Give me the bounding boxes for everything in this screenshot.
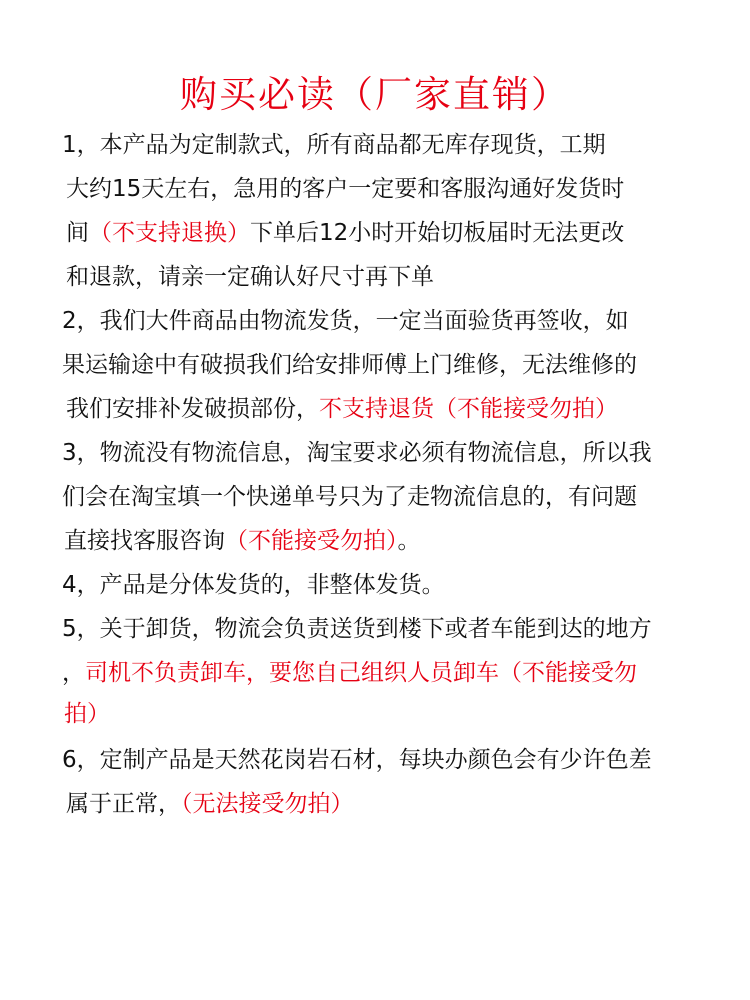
line-text: 大约15天左右，急用的客户一定要和客服沟通好发货时 xyxy=(66,176,625,202)
line-text: 下单后12小时开始切板届时无法更改 xyxy=(250,220,625,246)
line-text: 4，产品是分体发货的，非整体发货。 xyxy=(62,572,445,598)
line-text: 。 xyxy=(397,528,421,554)
notice-line xyxy=(66,387,750,431)
notice-line xyxy=(62,123,750,167)
line-text: 5，关于卸货，物流会负责送货到楼下或者车能到达的地方 xyxy=(62,616,652,642)
line-text: 6，定制产品是天然花岗岩石材，每块办颜色会有少许色差 xyxy=(62,747,652,773)
notice-line xyxy=(62,475,750,519)
line-text: 属于正常， xyxy=(66,791,181,817)
notice-line xyxy=(62,651,750,695)
warning-text: 司机不负责卸车，要您自己组织人员卸车（不能接受勿 xyxy=(85,660,637,686)
warning-text: （不支持退换） xyxy=(89,220,250,246)
notice-line xyxy=(66,211,750,255)
line-text: 果运输途中有破损我们给安排师傅上门维修，无法维修的 xyxy=(62,352,637,378)
notice-line xyxy=(64,692,750,736)
notice-line xyxy=(66,255,750,299)
line-text: 3，物流没有物流信息，淘宝要求必须有物流信息，所以我 xyxy=(62,440,652,466)
line-text: 和退款，请亲一定确认好尺寸再下单 xyxy=(66,264,434,290)
warning-text: （无法接受勿拍） xyxy=(181,791,354,817)
notice-line xyxy=(62,607,750,651)
line-text: 2，我们大件商品由物流发货，一定当面验货再签收，如 xyxy=(62,308,629,334)
line-text: ， xyxy=(62,660,85,686)
notice-line xyxy=(64,519,750,563)
notice-line xyxy=(62,738,750,782)
line-text: 间 xyxy=(66,220,89,246)
warning-text: （不能接受勿拍） xyxy=(225,528,398,554)
page-title: 购买必读（厂家直销） xyxy=(180,73,570,116)
notice-line xyxy=(62,343,750,387)
notice-line xyxy=(62,431,750,475)
line-text: 们会在淘宝填一个快递单号只为了走物流信息的，有问题 xyxy=(62,484,637,510)
warning-text: 不支持退货（不能接受勿拍） xyxy=(319,396,618,422)
warning-text: 拍） xyxy=(64,701,110,727)
notice-line xyxy=(66,167,750,211)
notice-line xyxy=(62,299,750,343)
notice-line xyxy=(62,563,750,607)
line-text: 直接找客服咨询 xyxy=(64,528,225,554)
line-text: 我们安排补发破损部份， xyxy=(66,396,319,422)
notice-line xyxy=(66,782,750,826)
line-text: 1，本产品为定制款式，所有商品都无库存现货，工期 xyxy=(62,132,606,158)
